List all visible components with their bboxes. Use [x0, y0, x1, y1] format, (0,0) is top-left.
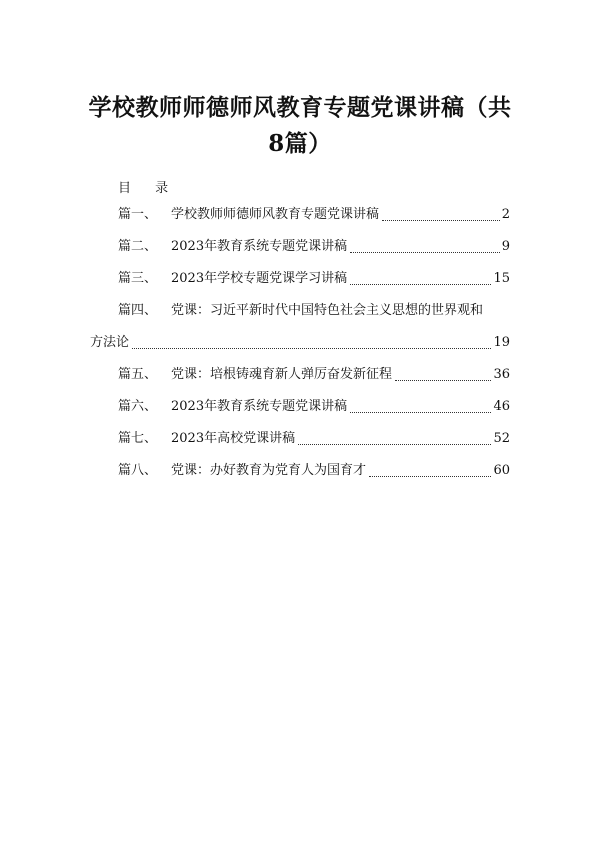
toc-entry-4[interactable]: [118, 301, 510, 321]
toc-dot-leader: [382, 219, 500, 221]
toc-entry-title: 2023年学校专题党课学习讲稿: [171, 271, 348, 286]
toc-dot-leader: [298, 443, 491, 445]
toc-entry-page: 19: [493, 335, 510, 350]
toc-entry-title: 党课：培根铸魂育新人弹厉奋发新征程: [171, 367, 393, 382]
toc-entry-number: 篇三、: [118, 271, 158, 286]
toc-entry-title: 学校教师师德师风教育专题党课讲稿: [171, 207, 380, 222]
toc-entry-page: 2: [501, 207, 510, 222]
toc-dot-leader: [369, 475, 491, 477]
toc-entry-title-continued: 方法论: [90, 335, 130, 350]
toc-dot-leader: [132, 347, 491, 349]
toc-entry-number: 篇四、: [118, 303, 158, 318]
title-line-1: 学校教师师德师风教育专题党课讲稿（共: [88, 94, 512, 121]
toc-entry-3[interactable]: [118, 269, 510, 289]
title-line-2: 8篇）: [268, 130, 332, 157]
toc-entry-title: 党课：办好教育为党育人为国育才: [171, 463, 367, 478]
toc-entry-8[interactable]: [118, 461, 510, 481]
toc-entry-page: 15: [493, 271, 510, 286]
toc-entry-title: 2023年教育系统专题党课讲稿: [171, 239, 348, 254]
toc-entry-title: 2023年高校党课讲稿: [171, 431, 296, 446]
toc-entry-5[interactable]: [118, 365, 510, 385]
toc-entry-number: 篇七、: [118, 431, 158, 446]
toc-entry-1[interactable]: [118, 205, 510, 225]
toc-entry-page: 36: [493, 367, 510, 382]
toc-entry-number: 篇八、: [118, 463, 158, 478]
toc-entry-page: 52: [493, 431, 510, 446]
toc-heading: 目 录: [118, 181, 179, 196]
toc-entry-2[interactable]: [118, 237, 510, 257]
toc-dot-leader: [350, 251, 500, 253]
toc-dot-leader: [350, 411, 491, 413]
toc-entry-page: 60: [493, 463, 510, 478]
toc-entry-title: 党课：习近平新时代中国特色社会主义思想的世界观和: [171, 303, 484, 318]
toc-entry-4-continued[interactable]: [90, 333, 510, 353]
toc-dot-leader: [395, 379, 491, 381]
toc-entry-page: 46: [493, 399, 510, 414]
toc-entry-page: 9: [501, 239, 510, 254]
toc-entry-number: 篇六、: [118, 399, 158, 414]
toc-entry-6[interactable]: [118, 397, 510, 417]
toc-entry-number: 篇五、: [118, 367, 158, 382]
toc-entry-7[interactable]: [118, 429, 510, 449]
toc-dot-leader: [350, 283, 491, 285]
toc-entry-title: 2023年教育系统专题党课讲稿: [171, 399, 348, 414]
toc-entry-number: 篇一、: [118, 207, 158, 222]
toc-entry-number: 篇二、: [118, 239, 158, 254]
document-title: [70, 90, 530, 162]
